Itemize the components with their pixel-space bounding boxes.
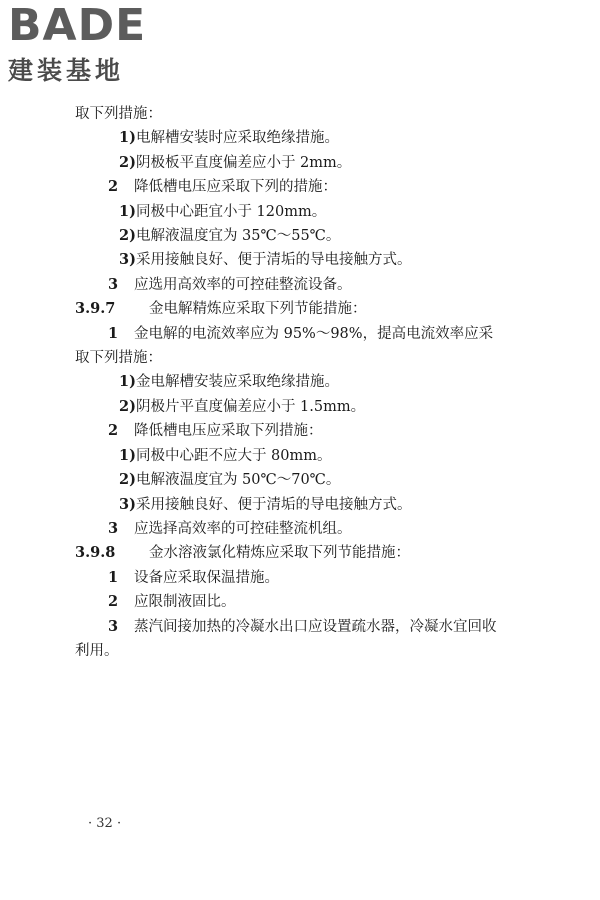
line-text: 利用。 xyxy=(75,642,119,659)
text-line xyxy=(75,639,555,663)
line-text: 降低槽电压应采取下列的措施： xyxy=(134,179,337,196)
clause-item xyxy=(75,517,555,541)
sub-item-number: 3) xyxy=(119,251,136,269)
sub-item-number: 1) xyxy=(119,373,136,391)
clause-item xyxy=(75,590,555,614)
line-text: 电解液温度宜为 35℃～55℃。 xyxy=(135,228,341,245)
sub-item-number: 2) xyxy=(119,227,136,245)
sub-item xyxy=(75,395,555,419)
line-text: 同极中心距宜小于 120mm。 xyxy=(135,203,327,220)
clause-number: 2 xyxy=(108,593,119,611)
sub-item-number: 1) xyxy=(119,202,136,220)
text-line xyxy=(75,346,555,370)
line-text: 应限制液固比。 xyxy=(134,594,236,611)
line-text: 阴极片平直度偏差应小于 1.5mm。 xyxy=(135,398,366,415)
clause-number: 2 xyxy=(108,178,119,196)
sub-item-number: 2) xyxy=(119,471,136,489)
logo-mark: BADE xyxy=(8,0,147,51)
clause-item xyxy=(75,175,555,199)
text-line xyxy=(75,102,555,126)
sub-item xyxy=(75,126,555,150)
line-text: 取下列措施： xyxy=(75,350,162,367)
clause-number: 1 xyxy=(108,324,119,342)
line-text: 电解槽安装时应采取绝缘措施。 xyxy=(135,130,339,147)
logo-subtitle: 建装基地 xyxy=(8,56,125,85)
clause-number: 2 xyxy=(108,422,119,440)
line-text: 应选用高效率的可控硅整流设备。 xyxy=(134,276,352,293)
sub-item xyxy=(75,200,555,224)
sub-item xyxy=(75,468,555,492)
clause-number: 3 xyxy=(108,617,119,635)
section-number: 3.9.8 xyxy=(75,544,116,562)
section-heading xyxy=(75,541,555,565)
sub-item xyxy=(75,224,555,248)
sub-item xyxy=(75,370,555,394)
clause-item xyxy=(75,615,555,639)
line-text: 金电解的电流效率应为 95%～98%，提高电流效率应采 xyxy=(134,325,494,342)
clause-item xyxy=(75,273,555,297)
sub-item-number: 3) xyxy=(119,495,136,513)
bade-logo xyxy=(8,0,178,90)
line-text: 阴极板平直度偏差应小于 2mm。 xyxy=(135,154,352,171)
sub-item-number: 1) xyxy=(119,446,136,464)
sub-item xyxy=(75,248,555,272)
line-text: 取下列措施： xyxy=(75,106,162,122)
line-text: 降低槽电压应采取下列措施： xyxy=(134,423,323,440)
section-number: 3.9.7 xyxy=(75,300,116,318)
sub-item-number: 2) xyxy=(119,397,136,415)
sub-item xyxy=(75,493,555,517)
line-text: 设备应采取保温措施。 xyxy=(134,569,279,586)
clause-number: 3 xyxy=(108,519,119,537)
sub-item xyxy=(75,151,555,175)
line-text: 电解液温度宜为 50℃～70℃。 xyxy=(135,472,341,489)
line-text: 应选择高效率的可控硅整流机组。 xyxy=(134,520,352,537)
line-text: 金水溶液氯化精炼应采取下列节能措施： xyxy=(149,545,410,562)
section-heading xyxy=(75,297,555,321)
clause-item xyxy=(75,419,555,443)
page-number: · 32 · xyxy=(88,816,122,831)
line-text: 金电解精炼应采取下列节能措施： xyxy=(149,301,367,318)
page-body xyxy=(75,102,555,663)
sub-item xyxy=(75,444,555,468)
sub-item-number: 2) xyxy=(119,153,136,171)
sub-item-number: 1) xyxy=(119,129,136,147)
clause-item xyxy=(75,566,555,590)
clause-item xyxy=(75,322,555,346)
line-text: 蒸汽间接加热的冷凝水出口应设置疏水器，冷凝水宜回收 xyxy=(134,618,497,635)
clause-number: 3 xyxy=(108,275,119,293)
clause-number: 1 xyxy=(108,568,119,586)
line-text: 同极中心距不应大于 80mm。 xyxy=(135,447,332,464)
line-text: 采用接触良好、便于清垢的导电接触方式。 xyxy=(135,252,412,269)
line-text: 金电解槽安装应采取绝缘措施。 xyxy=(135,374,339,391)
line-text: 采用接触良好、便于清垢的导电接触方式。 xyxy=(135,496,412,513)
